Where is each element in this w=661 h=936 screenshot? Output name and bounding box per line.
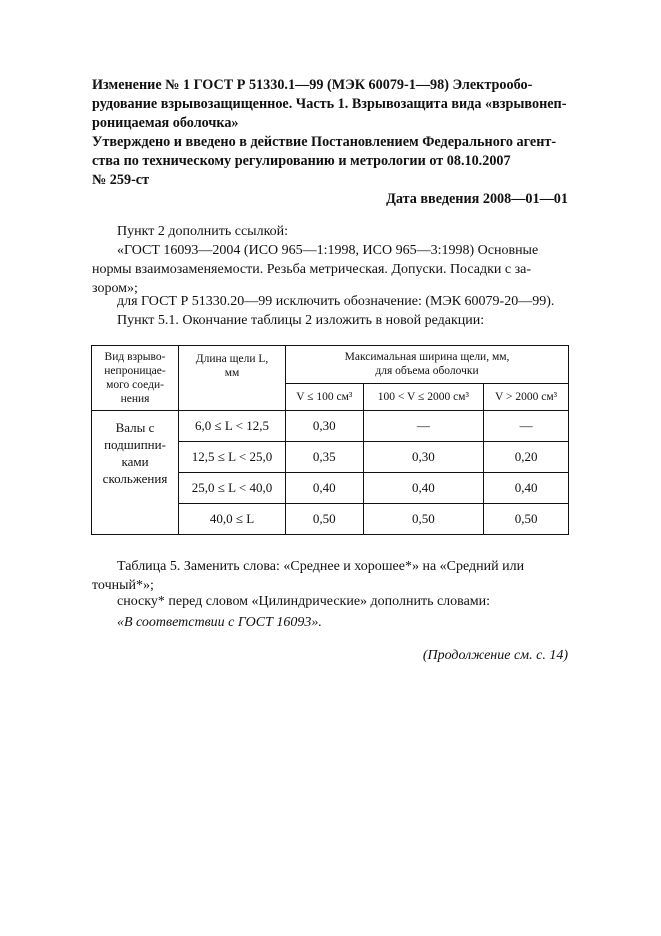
gap-width-table — [91, 345, 569, 535]
table5-line: точный*»; — [92, 578, 154, 593]
item2-exclude: для ГОСТ Р 51330.20—99 исключить обозначение: (МЭК 60079-20—99). — [117, 294, 555, 309]
item2-reference — [92, 241, 568, 298]
table-cell-v3: 0,50 — [484, 504, 569, 535]
group-label — [92, 411, 179, 535]
table-cell-v2: 0,40 — [363, 473, 484, 504]
item2-ref-line: зором»; — [92, 281, 138, 296]
table5-line: Таблица 5. Заменить слова: «Среднее и хорошее*» на «Средний или — [117, 559, 525, 574]
table-cell-v3: 0,40 — [484, 473, 569, 504]
approval-line: Утверждено и введено в действие Постановлением Федерального агент- — [92, 134, 557, 150]
table-cell-v2: — — [363, 411, 484, 442]
table-cell-length: 40,0 ≤ L — [179, 504, 286, 535]
approval-statement — [92, 133, 568, 190]
table-cell-length: 12,5 ≤ L < 25,0 — [179, 442, 286, 473]
col1-header-text: Вид взрыво- непроницае- мого соеди- нения — [104, 351, 166, 405]
group-label-text: Валы с подшипни- ками скольжения — [102, 420, 168, 486]
table-cell-v2: 0,30 — [363, 442, 484, 473]
table-cell-v3: 0,20 — [484, 442, 569, 473]
item2-ref-line: «ГОСТ 16093—2004 (ИСО 965—1:1998, ИСО 965—3:1998) Основные — [117, 243, 539, 258]
item51-text: Пункт 5.1. Окончание таблицы 2 изложить в новой редакции: — [117, 313, 485, 328]
table-cell-v3: — — [484, 411, 569, 442]
col3-header-text: Максимальная ширина щели, мм, для объема оболочки — [344, 351, 510, 378]
item2-ref-line: нормы взаимозаменяемости. Резьба метрическая. Допуски. Посадки с за- — [92, 262, 532, 277]
subheader-v2: 100 < V ≤ 2000 см³ — [363, 383, 484, 410]
approval-line: № 259-ст — [92, 172, 150, 188]
footnote-instruction: сноску* перед словом «Цилиндрические» дополнить словами: — [117, 594, 491, 609]
col2-header-text: Длина щели L, мм — [195, 353, 269, 379]
subheader-v3: V > 2000 см³ — [484, 383, 569, 410]
col2-header — [179, 346, 286, 411]
approval-line: ства по техническому регулированию и метрологии от 08.10.2007 — [92, 153, 511, 169]
title-line: Изменение № 1 ГОСТ Р 51330.1—99 (МЭК 60079-1—98) Электрообо- — [92, 77, 533, 93]
table-cell-v1: 0,40 — [286, 473, 364, 504]
italic-quote: «В соответствии с ГОСТ 16093». — [117, 615, 322, 630]
amendment-title — [92, 76, 568, 133]
subheader-v1: V ≤ 100 см³ — [286, 383, 364, 410]
table-cell-length: 6,0 ≤ L < 12,5 — [179, 411, 286, 442]
table-cell-v1: 0,30 — [286, 411, 364, 442]
table-cell-length: 25,0 ≤ L < 40,0 — [179, 473, 286, 504]
continuation-note: (Продолжение см. с. 14) — [422, 648, 568, 663]
col1-header — [92, 346, 179, 411]
table-cell-v1: 0,35 — [286, 442, 364, 473]
title-line: рудование взрывозащищенное. Часть 1. Взрывозащита вида «взрывонеп- — [92, 96, 567, 112]
title-line: роницаемая оболочка» — [92, 115, 239, 131]
item2-intro: Пункт 2 дополнить ссылкой: — [117, 224, 289, 239]
table-cell-v2: 0,50 — [363, 504, 484, 535]
col3-header — [286, 346, 569, 384]
effective-date: Дата введения 2008—01—01 — [386, 191, 568, 207]
table-cell-v1: 0,50 — [286, 504, 364, 535]
table5-paragraph — [92, 557, 568, 595]
